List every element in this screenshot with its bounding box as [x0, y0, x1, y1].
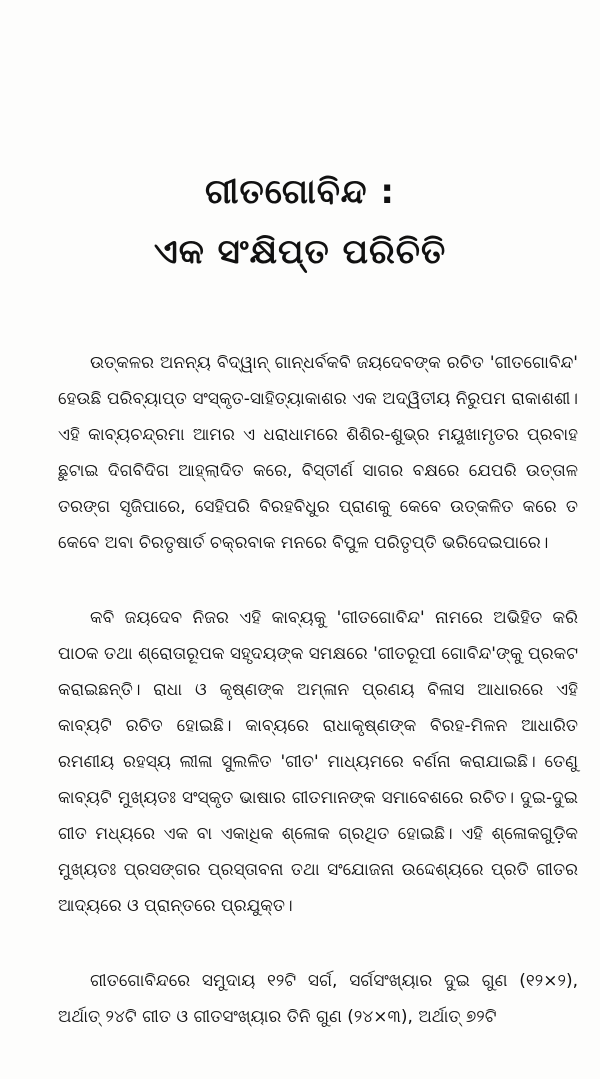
paragraph-3: ଗୀତଗୋବିନ୍ଦରେ ସମୁଦାୟ ୧୨ଟି ସର୍ଗ, ସର୍ଗସଂଖ୍ୟାର ଦୁଇ ଗୁଣ (୧୨×୨), ଅର୍ଥାତ୍ ୨୪ଟି ଗୀତ ଓ ଗୀତସଂଖ୍ୟାର ତିନି ଗୁଣ (୨୪×୩), ଅର୍ଥାତ୍ ୭୨ଟି — [58, 971, 578, 1027]
title-line-1: ଗୀତଗୋବିନ୍ଦ : — [205, 172, 395, 212]
paragraph-2: କବି ଜୟଦେବ ନିଜର ଏହି କାବ୍ୟକୁ 'ଗୀତଗୋବିନ୍ଦ' ନାମରେ ଅଭିହିତ କରି ପାଠକ ତଥା ଶ୍ରୋତାରୂପକ ସହୃଦୟଙ୍କ ସମକ୍ଷରେ 'ଗୀତରୂପୀ ଗୋବିନ୍ଦ'ଙ୍କୁ ପ୍ରକଟ କରାଇଛନ୍ତି। ରାଧା ଓ କୃଷ୍ଣଙ୍କ ଅମ୍ଳାନ ପ୍ରଣୟ ବିଳାସ ଆଧାରରେ ଏହି କାବ୍ୟଟି ରଚିତ ହୋଇଛି। କାବ୍ୟରେ ରାଧାକୃଷ୍ଣଙ୍କ ବିରହ-ମିଳନ ଆଧାରିତ ରମଣୀୟ ରହସ୍ୟ ଲୀଳା ସୁଲଳିତ 'ଗୀତ' ମାଧ୍ୟମରେ ବର୍ଣନା କରାଯାଇଛି। ତେଣୁ କାବ୍ୟଟି ମୁଖ୍ୟତଃ ସଂସ୍କୃତ ଭାଷାର ଗୀତମାନଙ୍କ ସମାବେଶରେ ରଚିତ। ଦୁଇ-ଦୁଇ ଗୀତ ମଧ୍ୟରେ ଏକ ବା ଏକାଧିକ ଶ୍ଳୋକ ଗ୍ରଥିତ ହୋଇଛି। ଏହି ଶ୍ଳୋକଗୁଡ଼ିକ ମୁଖ୍ୟତଃ ପ୍ରସଙ୍ଗର ପ୍ରସ୍ତାବନା ତଥା ସଂଯୋଜନା ଉଦ୍ଦେଶ୍ୟରେ ପ୍ରତି ଗୀତର ଆଦ୍ୟରେ ଓ ପ୍ରାନ୍ତରେ ପ୍ରଯୁକ୍ତ। — [58, 608, 578, 916]
paragraph-1: ଉତ୍କଳର ଅନନ୍ୟ ବିଦ୍ୱାନ୍ ଗାନ୍ଧର୍ବକବି ଜୟଦେବଙ୍କ ରଚିତ 'ଗୀତଗୋବିନ୍ଦ' ହେଉଛି ପରିବ୍ୟାପ୍ତ ସଂସ୍କୃତ-ସାହିତ୍ୟାକାଶର ଏକ ଅଦ୍ୱିତୀୟ ନିରୁପମ ରାକାଶଶୀ। ଏହି କାବ୍ୟଚନ୍ଦ୍ରମା ଆମର ଏ ଧରାଧାମରେ ଶିଶିର-ଶୁଭ୍ର ମୟୂଖାମୃତର ପ୍ରବାହ ଛୁଟାଇ ଦିଗବିଦିଗ ଆହ୍ଲାଦିତ କରେ, ବିସ୍ତୀର୍ଣ ସାଗର ବକ୍ଷରେ ଯେପରି ଉତ୍ତାଳ ତରଙ୍ଗ ସୃଜିପାରେ, ସେହିପରି ବିରହବିଧୁର ପ୍ରାଣକୁ କେବେ ଉତ୍କଳିତ କରେ ତ କେବେ ଅବା ଚିରତୃଷାର୍ତ ଚକ୍ରବାକ ମନରେ ବିପୁଳ ପରିତୃପ୍ତି ଭରିଦେଇପାରେ। — [58, 353, 578, 553]
title-line-2: ଏକ ସଂକ୍ଷିପ୍ତ ପରିଚିତି — [153, 232, 447, 272]
